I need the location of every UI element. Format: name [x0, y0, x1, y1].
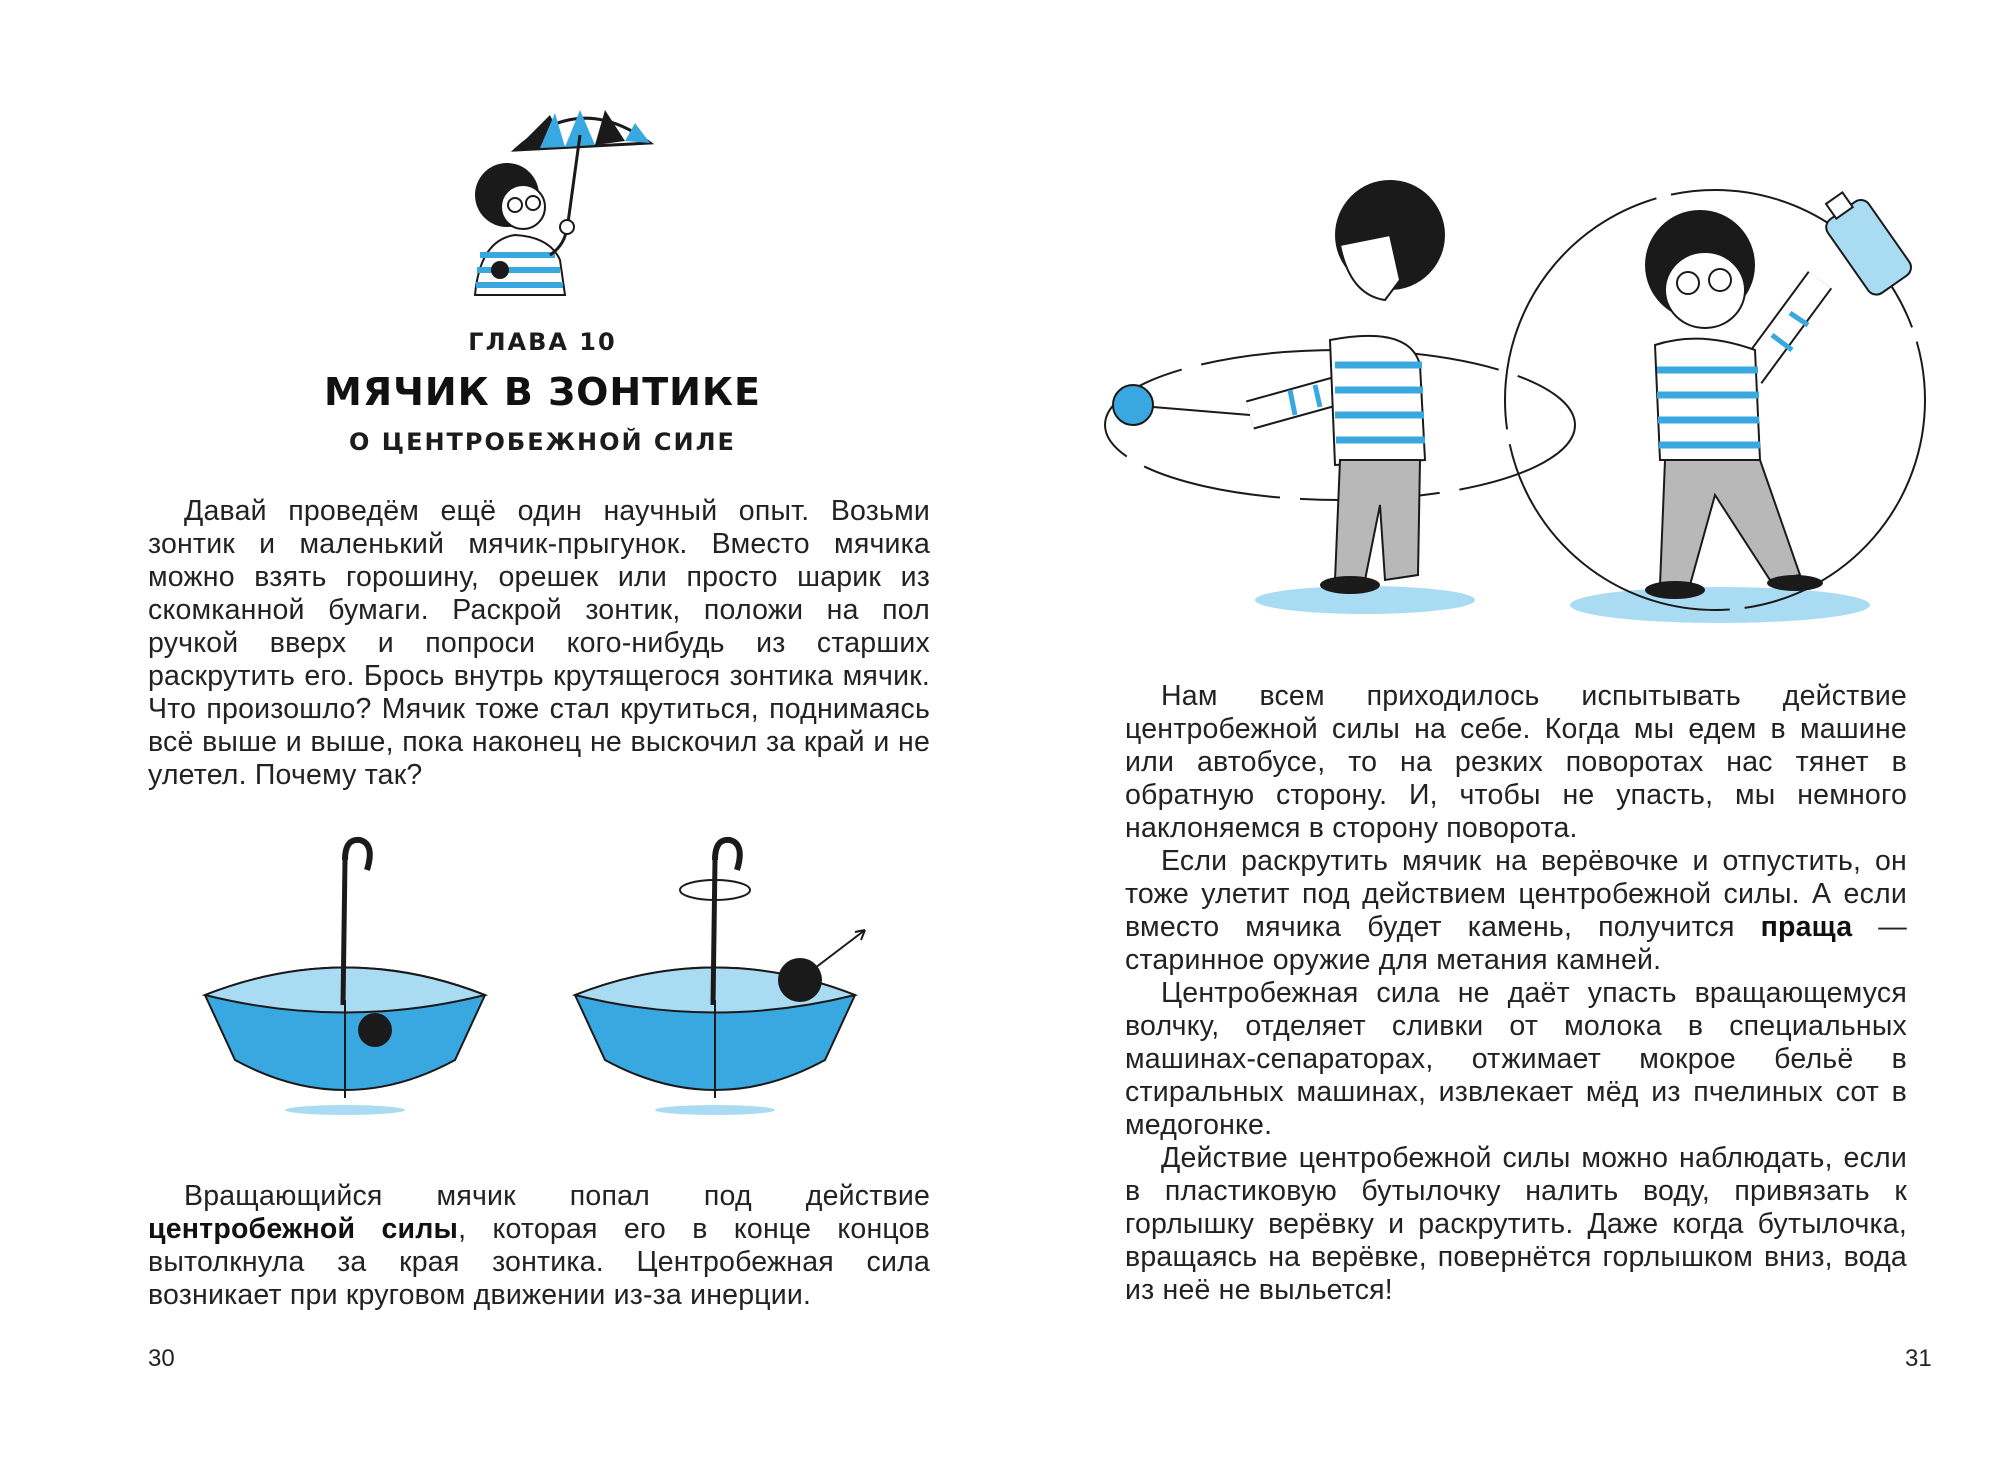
- left-page: [0, 0, 1005, 1457]
- text-run: , которая его в конце концов вытолкнула за края зонтика. Центробежная сила возникает при круговом движении из-за инерции.: [148, 1213, 930, 1311]
- term-bold: праща: [1760, 911, 1853, 943]
- chapter-title: МЯЧИК В ЗОНТИКЕ: [324, 370, 761, 414]
- explanation-paragraph: [148, 1180, 930, 1312]
- term-bold: центробежной силы: [148, 1213, 459, 1245]
- boy-with-umbrella-illustration: [455, 95, 695, 300]
- intro-paragraph: [148, 495, 930, 792]
- boys-spinning-objects-illustration: [1100, 175, 1940, 625]
- umbrella-spinning-illustration: [575, 840, 865, 1115]
- paragraph-text: Давай проведём ещё один научный опыт. Возьми зонтик и маленький мячик-прыгунок. Вместо мячика можно взять горошину, орешек или просто шарик из скомканной бумаги. Раскрой зонтик, положи на пол ручкой вверх и попроси кого-нибудь из старших раскрутить его. Брось внутрь крутящегося зонтика мячик. Что произошло? Мячик тоже стал крутиться, поднимаясь всё выше и выше, пока наконец не выскочил за край и не улетел. Почему так?: [148, 495, 930, 791]
- paragraph-1: Нам всем приходилось испытывать действие центробежной силы на себе. Когда мы едем в машине или автобусе, то на резких поворотах нас тянет в обратную сторону. И, чтобы не упасть, мы немного наклоняемся в сторону поворота.: [1125, 680, 1907, 844]
- text-run: Если раскрутить мячик на верёвочке и отпустить, он тоже улетит под действием центробежной силы. А если вместо мячика будет камень, получится: [1125, 845, 1907, 943]
- text-run: — старинное оружие для метания камней.: [1125, 911, 1908, 976]
- right-text-block: [1125, 680, 1907, 1307]
- paragraph-2: [1125, 845, 1907, 977]
- page-number-right: 31: [1905, 1345, 1932, 1372]
- chapter-label: ГЛАВА 10: [468, 328, 617, 356]
- page-number-left: 30: [148, 1345, 175, 1372]
- boy-with-bottle: [1505, 184, 1925, 623]
- paragraph-4: Действие центробежной силы можно наблюдать, если в пластиковую бутылочку налить воду, привязать к горлышку верёвку и раскрутить. Даже когда бутылочка, вращаясь на верёвке, повернётся горлышком вниз, вода из неё не выльется!: [1125, 1142, 1907, 1306]
- text-run: Вращающийся мячик попал под действие: [184, 1180, 930, 1212]
- umbrella-diagrams: [195, 830, 885, 1130]
- paragraph-3: Центробежная сила не даёт упасть вращающемуся волчку, отделяет сливки от молока в специальных машинах-сепараторах, отжимает мокрое бельё в стиральных машинах, извлекает мёд из пчелиных сот в медогонке.: [1125, 977, 1907, 1141]
- paragraph-text: [148, 1180, 930, 1312]
- chapter-subtitle: О ЦЕНТРОБЕЖНОЙ СИЛЕ: [349, 428, 736, 456]
- umbrella-still-illustration: [205, 840, 485, 1115]
